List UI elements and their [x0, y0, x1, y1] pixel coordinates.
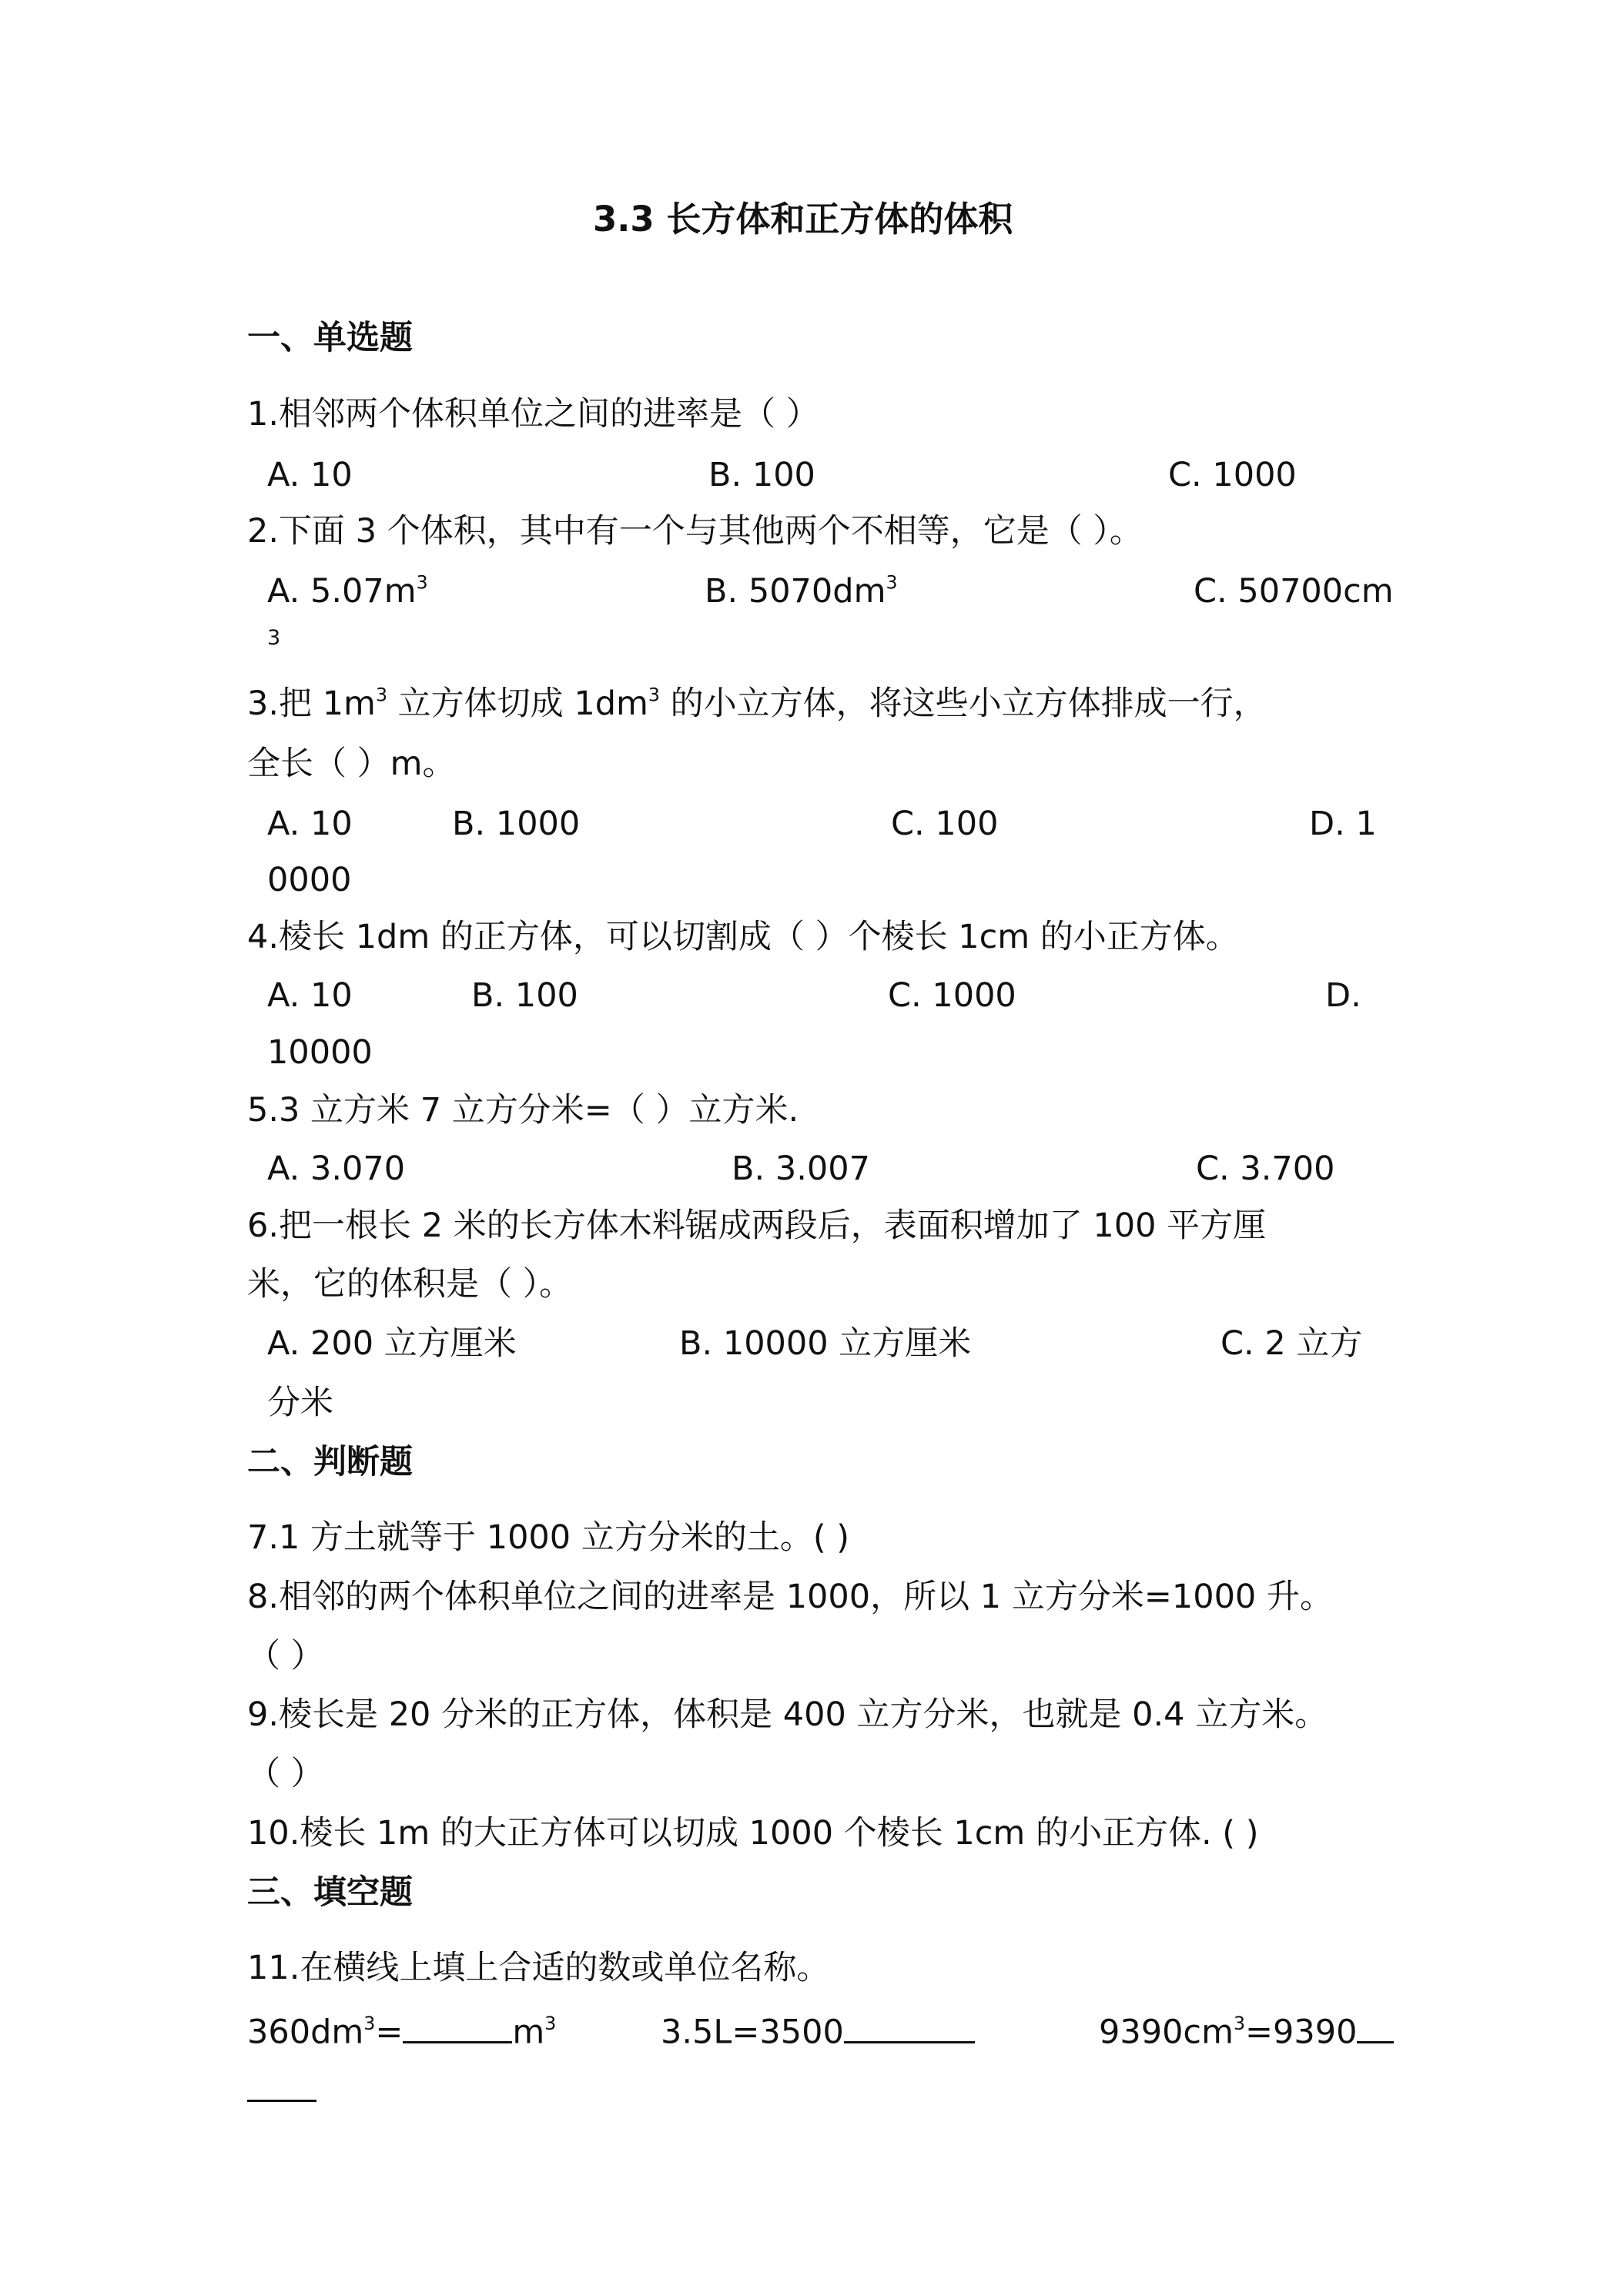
question-3-option-a: A. 10	[267, 805, 353, 843]
question-11-blank-3-continued	[247, 2070, 316, 2108]
question-4-option-d: D.	[1325, 976, 1361, 1015]
question-3-option-c: C. 100	[891, 805, 999, 843]
question-11-blank-1: $360dm^3= m^3$	[247, 2012, 557, 2052]
question-6-option-b: B. 10000 立方厘米	[679, 1324, 972, 1363]
question-7: 7.1 方土就等于 1000 立方分米的土。( )	[247, 1518, 850, 1557]
question-4-stem: 4.棱长 1dm 的正方体，可以切割成（ ）个棱长 1cm 的小正方体。	[247, 918, 1239, 956]
question-5-stem: 5.3 立方米 7 立方分米=（ ）立方米.	[247, 1091, 799, 1130]
question-3-option-b: B. 1000	[452, 805, 581, 843]
question-9-answer-bracket: （ ）	[247, 1755, 324, 1793]
question-3-stem: 3.把 $1m^3$ 立方体切成 $1dm^3$ 的小立方体，将这些小立方体排成一行，	[247, 684, 1267, 723]
question-2-option-a: A. $5.07m^3$	[267, 571, 428, 611]
question-1-stem: 1.相邻两个体积单位之间的进率是（ ）	[247, 395, 819, 433]
page-title: 3.3 长方体和正方体的体积	[593, 199, 1013, 239]
section-heading-true-false: 二、判断题	[247, 1443, 413, 1481]
question-4-option-c: C. 1000	[888, 976, 1016, 1015]
question-5-option-c: C. 3.700	[1196, 1150, 1335, 1188]
section-heading-fill-blank: 三、填空题	[247, 1873, 413, 1912]
question-5-option-b: B. 3.007	[732, 1150, 870, 1188]
question-11-stem: 11.在横线上填上合适的数或单位名称。	[247, 1949, 830, 1987]
question-4-option-d-wrap: 10000	[267, 1033, 373, 1072]
question-6-option-c-wrap: 分米	[267, 1384, 333, 1422]
question-11-blank-3: $9390cm^3=9390$	[1099, 2011, 1394, 2050]
question-6-stem: 6.把一根长 2 米的长方体木料锯成两段后，表面积增加了 100 平方厘	[247, 1207, 1267, 1245]
section-heading-single-choice: 一、单选题	[247, 319, 413, 357]
question-4-option-a: A. 10	[267, 976, 353, 1015]
question-5-option-a: A. 3.070	[267, 1150, 406, 1188]
question-1-option-a: A. 10	[267, 456, 353, 494]
question-1-option-b: B. 100	[708, 456, 815, 494]
question-2-option-b: B. $5070dm^3$	[705, 571, 898, 611]
question-3-option-d-wrap: 0000	[267, 861, 352, 899]
question-2-option-c-wrap: 3	[267, 626, 281, 650]
question-8: 8.相邻的两个体积单位之间的进率是 1000，所以 1 立方分米=1000 升。	[247, 1578, 1333, 1616]
question-2-stem: 2.下面 3 个体积，其中有一个与其他两个不相等，它是（ ）。	[247, 512, 1143, 551]
question-4-option-b: B. 100	[471, 976, 578, 1015]
question-11-blank-2: 3.5L=3500	[661, 2011, 975, 2050]
question-2-option-c: C. 50700cm	[1194, 572, 1394, 611]
question-6-option-c: C. 2 立方	[1221, 1324, 1363, 1363]
question-9: 9.棱长是 20 分米的正方体，体积是 400 立方分米，也就是 0.4 立方米。	[247, 1695, 1328, 1734]
question-10: 10.棱长 1m 的大正方体可以切成 1000 个棱长 1cm 的小正方体. ( )	[247, 1814, 1259, 1853]
question-8-answer-bracket: （ ）	[247, 1637, 324, 1675]
question-6-option-a: A. 200 立方厘米	[267, 1324, 517, 1363]
question-1-option-c: C. 1000	[1168, 456, 1297, 494]
question-3-option-d: D. 1	[1309, 805, 1377, 843]
question-3-stem-line2: 全长（ ）m。	[247, 745, 456, 783]
question-6-stem-line2: 米，它的体积是（ ）。	[247, 1265, 573, 1304]
